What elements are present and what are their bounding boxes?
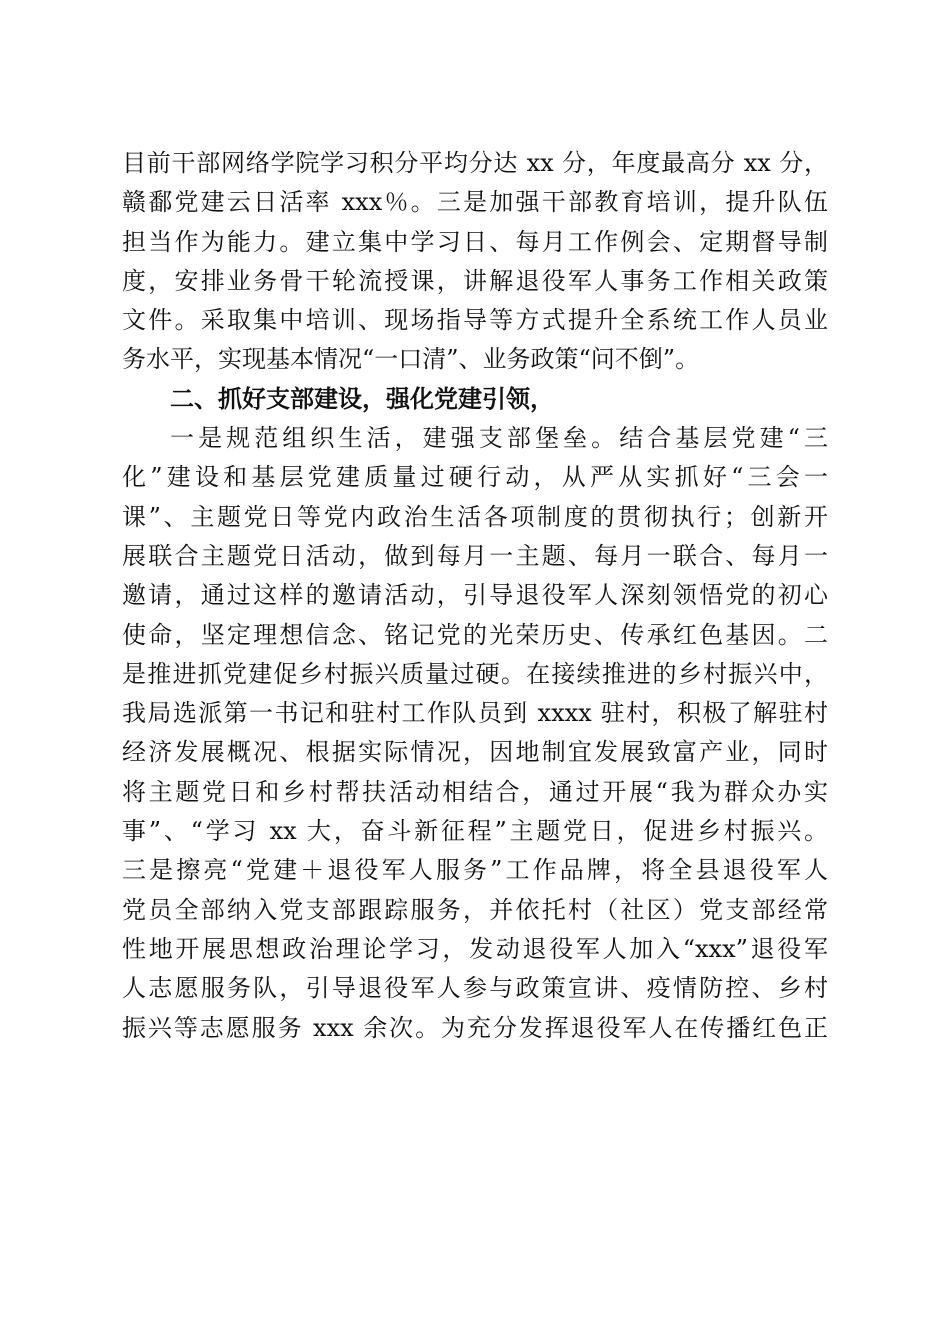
body-line: 我局选派第一书记和驻村工作队员到 xxxx 驻村，积极了解驻村	[122, 699, 828, 728]
body-line: 党员全部纳入党支部跟踪服务，并依托村（社区）党支部经常	[122, 895, 828, 924]
body-line: 振兴等志愿服务 xxx 余次。为充分发挥退役军人在传播红色正	[122, 1013, 828, 1042]
body-line: 是推进抓党建促乡村振兴质量过硬。在接续推进的乡村振兴中，	[122, 659, 828, 688]
body-line: 一是规范组织生活，建强支部堡垒。结合基层党建“三	[170, 424, 828, 453]
body-line: 文件。采取集中培训、现场指导等方式提升全系统工作人员业	[122, 306, 828, 335]
body-line: 务水平，实现基本情况“一口清”、业务政策“问不倒”。	[122, 345, 700, 374]
document-body	[122, 144, 828, 1048]
body-line: 课”、主题党日等党内政治生活各项制度的贯彻执行；创新开	[122, 502, 828, 531]
body-line: 使命，坚定理想信念、铭记党的光荣历史、传承红色基因。二	[122, 620, 828, 649]
body-line: 邀请，通过这样的邀请活动，引导退役军人深刻领悟党的初心	[122, 581, 828, 610]
body-line: 担当作为能力。建立集中学习日、每月工作例会、定期督导制	[122, 227, 828, 256]
body-line: 三是擦亮“党建＋退役军人服务”工作品牌，将全县退役军人	[122, 856, 828, 885]
body-line: 目前干部网络学院学习积分平均分达 xx 分，年度最高分 xx 分，	[122, 149, 828, 177]
body-line: 人志愿服务队，引导退役军人参与政策宣讲、疫情防控、乡村	[122, 974, 828, 1003]
body-line: 化”建设和基层党建质量过硬行动，从严从实抓好“三会一	[122, 463, 828, 492]
section-heading: 二、抓好支部建设，强化党建引领，	[170, 384, 554, 413]
body-line: 将主题党日和乡村帮扶活动相结合，通过开展“我为群众办实	[122, 777, 828, 806]
body-line: 性地开展思想政治理论学习，发动退役军人加入“xxx”退役军	[122, 934, 828, 963]
body-line: 赣鄱党建云日活率 xxx％。三是加强干部教育培训，提升队伍	[122, 188, 828, 217]
body-line: 事”、“学习 xx 大，奋斗新征程”主题党日，促进乡村振兴。	[122, 817, 828, 846]
body-line: 经济发展概况、根据实际情况，因地制宜发展致富产业，同时	[122, 738, 828, 767]
body-line: 度，安排业务骨干轮流授课，讲解退役军人事务工作相关政策	[122, 266, 828, 295]
body-line: 展联合主题党日活动，做到每月一主题、每月一联合、每月一	[122, 541, 828, 570]
